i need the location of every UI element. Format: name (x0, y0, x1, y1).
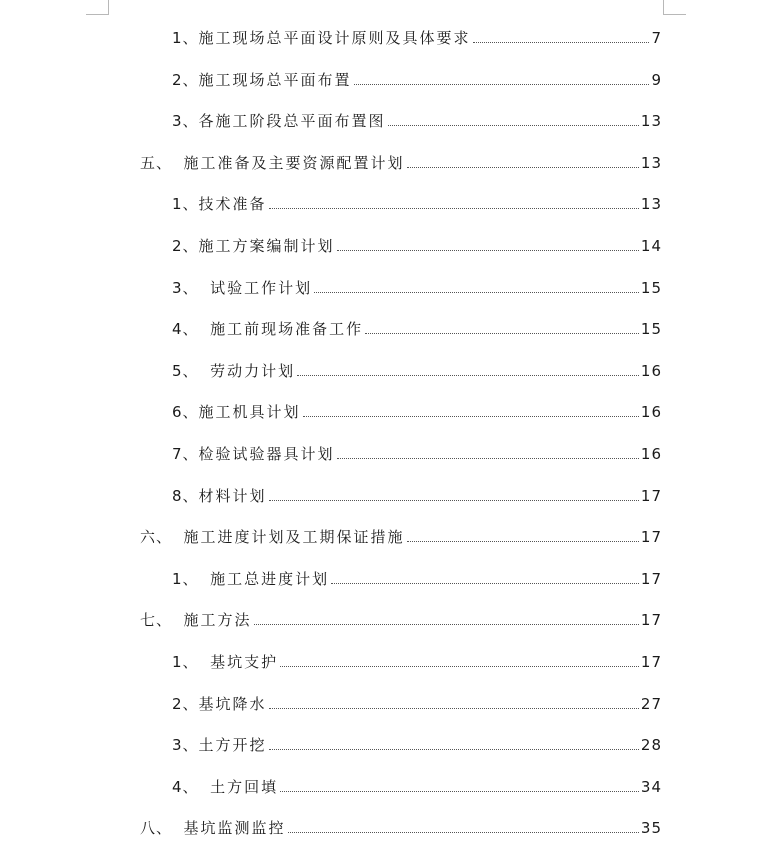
toc-entry[interactable] (172, 398, 662, 422)
toc-entry-number: 1、 (172, 195, 199, 213)
toc-entry-number: 3、 (172, 736, 199, 754)
crop-mark-right (663, 0, 686, 15)
toc-entry[interactable] (172, 232, 662, 256)
toc-entry-page: 7 (651, 29, 662, 47)
toc-entry-page: 14 (640, 237, 662, 255)
toc-dot-leader (254, 623, 639, 625)
toc-entry[interactable] (172, 315, 662, 339)
toc-entry-number: 1、 (172, 29, 199, 47)
toc-entry-title: 各施工阶段总平面布置图 (198, 112, 386, 130)
toc-entry-page: 9 (651, 71, 662, 89)
toc-entry-number: 4、 (172, 320, 211, 338)
toc-dot-leader (407, 540, 639, 542)
toc-entry-title: 试验工作计划 (210, 279, 313, 297)
toc-entry-number: 6、 (172, 403, 199, 421)
toc-entry-title: 施工机具计划 (198, 403, 301, 421)
toc-entry-page: 17 (640, 570, 662, 588)
toc-entry-title: 检验试验器具计划 (198, 445, 335, 463)
toc-entry[interactable] (172, 440, 662, 464)
toc-dot-leader (314, 291, 639, 293)
toc-entry-title: 基坑支护 (210, 653, 279, 671)
toc-dot-leader (280, 790, 639, 792)
toc-entry-number: 5、 (172, 362, 211, 380)
toc-entry-page: 13 (640, 154, 662, 172)
toc-entry[interactable] (172, 648, 662, 672)
toc-entry-number: 五、 (140, 154, 184, 172)
toc-entry-number: 2、 (172, 237, 199, 255)
toc-entry-number: 8、 (172, 487, 199, 505)
toc-entry-number: 七、 (140, 611, 184, 629)
toc-entry-page: 17 (640, 611, 662, 629)
toc-entry[interactable] (140, 814, 662, 838)
toc-dot-leader (269, 499, 639, 501)
toc-entry-title: 施工总进度计划 (210, 570, 330, 588)
toc-dot-leader (269, 707, 639, 709)
toc-dot-leader (337, 457, 639, 459)
toc-entry-title: 施工进度计划及工期保证措施 (183, 528, 405, 546)
toc-entry-page: 15 (640, 320, 662, 338)
toc-entry[interactable] (172, 107, 662, 131)
toc-entry-page: 27 (640, 695, 662, 713)
toc-entry-number: 3、 (172, 279, 211, 297)
toc-dot-leader (269, 207, 639, 209)
toc-entry-page: 17 (640, 528, 662, 546)
toc-dot-leader (365, 332, 639, 334)
toc-entry-number: 六、 (140, 528, 184, 546)
toc-entry[interactable] (172, 565, 662, 589)
toc-entry[interactable] (172, 66, 662, 90)
toc-entry-title: 材料计划 (198, 487, 267, 505)
toc-dot-leader (269, 748, 639, 750)
toc-entry-page: 13 (640, 112, 662, 130)
toc-dot-leader (473, 41, 650, 43)
toc-entry-number: 4、 (172, 778, 211, 796)
toc-entry-page: 17 (640, 653, 662, 671)
toc-entry[interactable] (140, 523, 662, 547)
toc-entry[interactable] (172, 731, 662, 755)
toc-entry-number: 1、 (172, 653, 211, 671)
toc-entry-title: 施工准备及主要资源配置计划 (183, 154, 405, 172)
toc-entry-title: 施工现场总平面布置 (198, 71, 352, 89)
toc-entry[interactable] (172, 274, 662, 298)
toc-entry-number: 八、 (140, 819, 184, 837)
toc-entry-page: 15 (640, 279, 662, 297)
toc-entry[interactable] (172, 24, 662, 48)
toc-entry-title: 土方开挖 (198, 736, 267, 754)
toc-entry-title: 施工方案编制计划 (198, 237, 335, 255)
toc-entry-number: 2、 (172, 695, 199, 713)
crop-mark-left (86, 0, 109, 15)
toc-dot-leader (354, 83, 650, 85)
toc-dot-leader (337, 249, 639, 251)
toc-entry[interactable] (172, 190, 662, 214)
toc-entry-title: 土方回填 (210, 778, 279, 796)
toc-entry[interactable] (172, 482, 662, 506)
toc-entry[interactable] (140, 606, 662, 630)
toc-entry-page: 34 (640, 778, 662, 796)
toc-entry-number: 2、 (172, 71, 199, 89)
toc-entry-number: 3、 (172, 112, 199, 130)
toc-dot-leader (331, 582, 639, 584)
toc-entry-title: 施工方法 (183, 611, 252, 629)
toc-entry-title: 施工前现场准备工作 (210, 320, 364, 338)
toc-dot-leader (407, 166, 639, 168)
toc-entry[interactable] (172, 357, 662, 381)
toc-dot-leader (280, 665, 639, 667)
toc-entry-page: 35 (640, 819, 662, 837)
toc-entry-page: 28 (640, 736, 662, 754)
toc-entry-page: 16 (640, 445, 662, 463)
toc-entry-page: 13 (640, 195, 662, 213)
toc-entry[interactable] (172, 773, 662, 797)
toc-dot-leader (297, 374, 639, 376)
toc-entry-number: 1、 (172, 570, 211, 588)
toc-entry-title: 基坑监测监控 (183, 819, 286, 837)
toc-dot-leader (303, 415, 639, 417)
toc-entry-page: 16 (640, 403, 662, 421)
toc-entry-title: 基坑降水 (198, 695, 267, 713)
toc-entry-title: 施工现场总平面设计原则及具体要求 (198, 29, 471, 47)
toc-dot-leader (388, 124, 639, 126)
toc-entry-title: 劳动力计划 (210, 362, 296, 380)
toc-entry[interactable] (172, 690, 662, 714)
toc-entry-number: 7、 (172, 445, 199, 463)
toc-entry-page: 16 (640, 362, 662, 380)
toc-dot-leader (288, 831, 639, 833)
toc-entry-title: 技术准备 (198, 195, 267, 213)
toc-entry-page: 17 (640, 487, 662, 505)
toc-entry[interactable] (140, 149, 662, 173)
